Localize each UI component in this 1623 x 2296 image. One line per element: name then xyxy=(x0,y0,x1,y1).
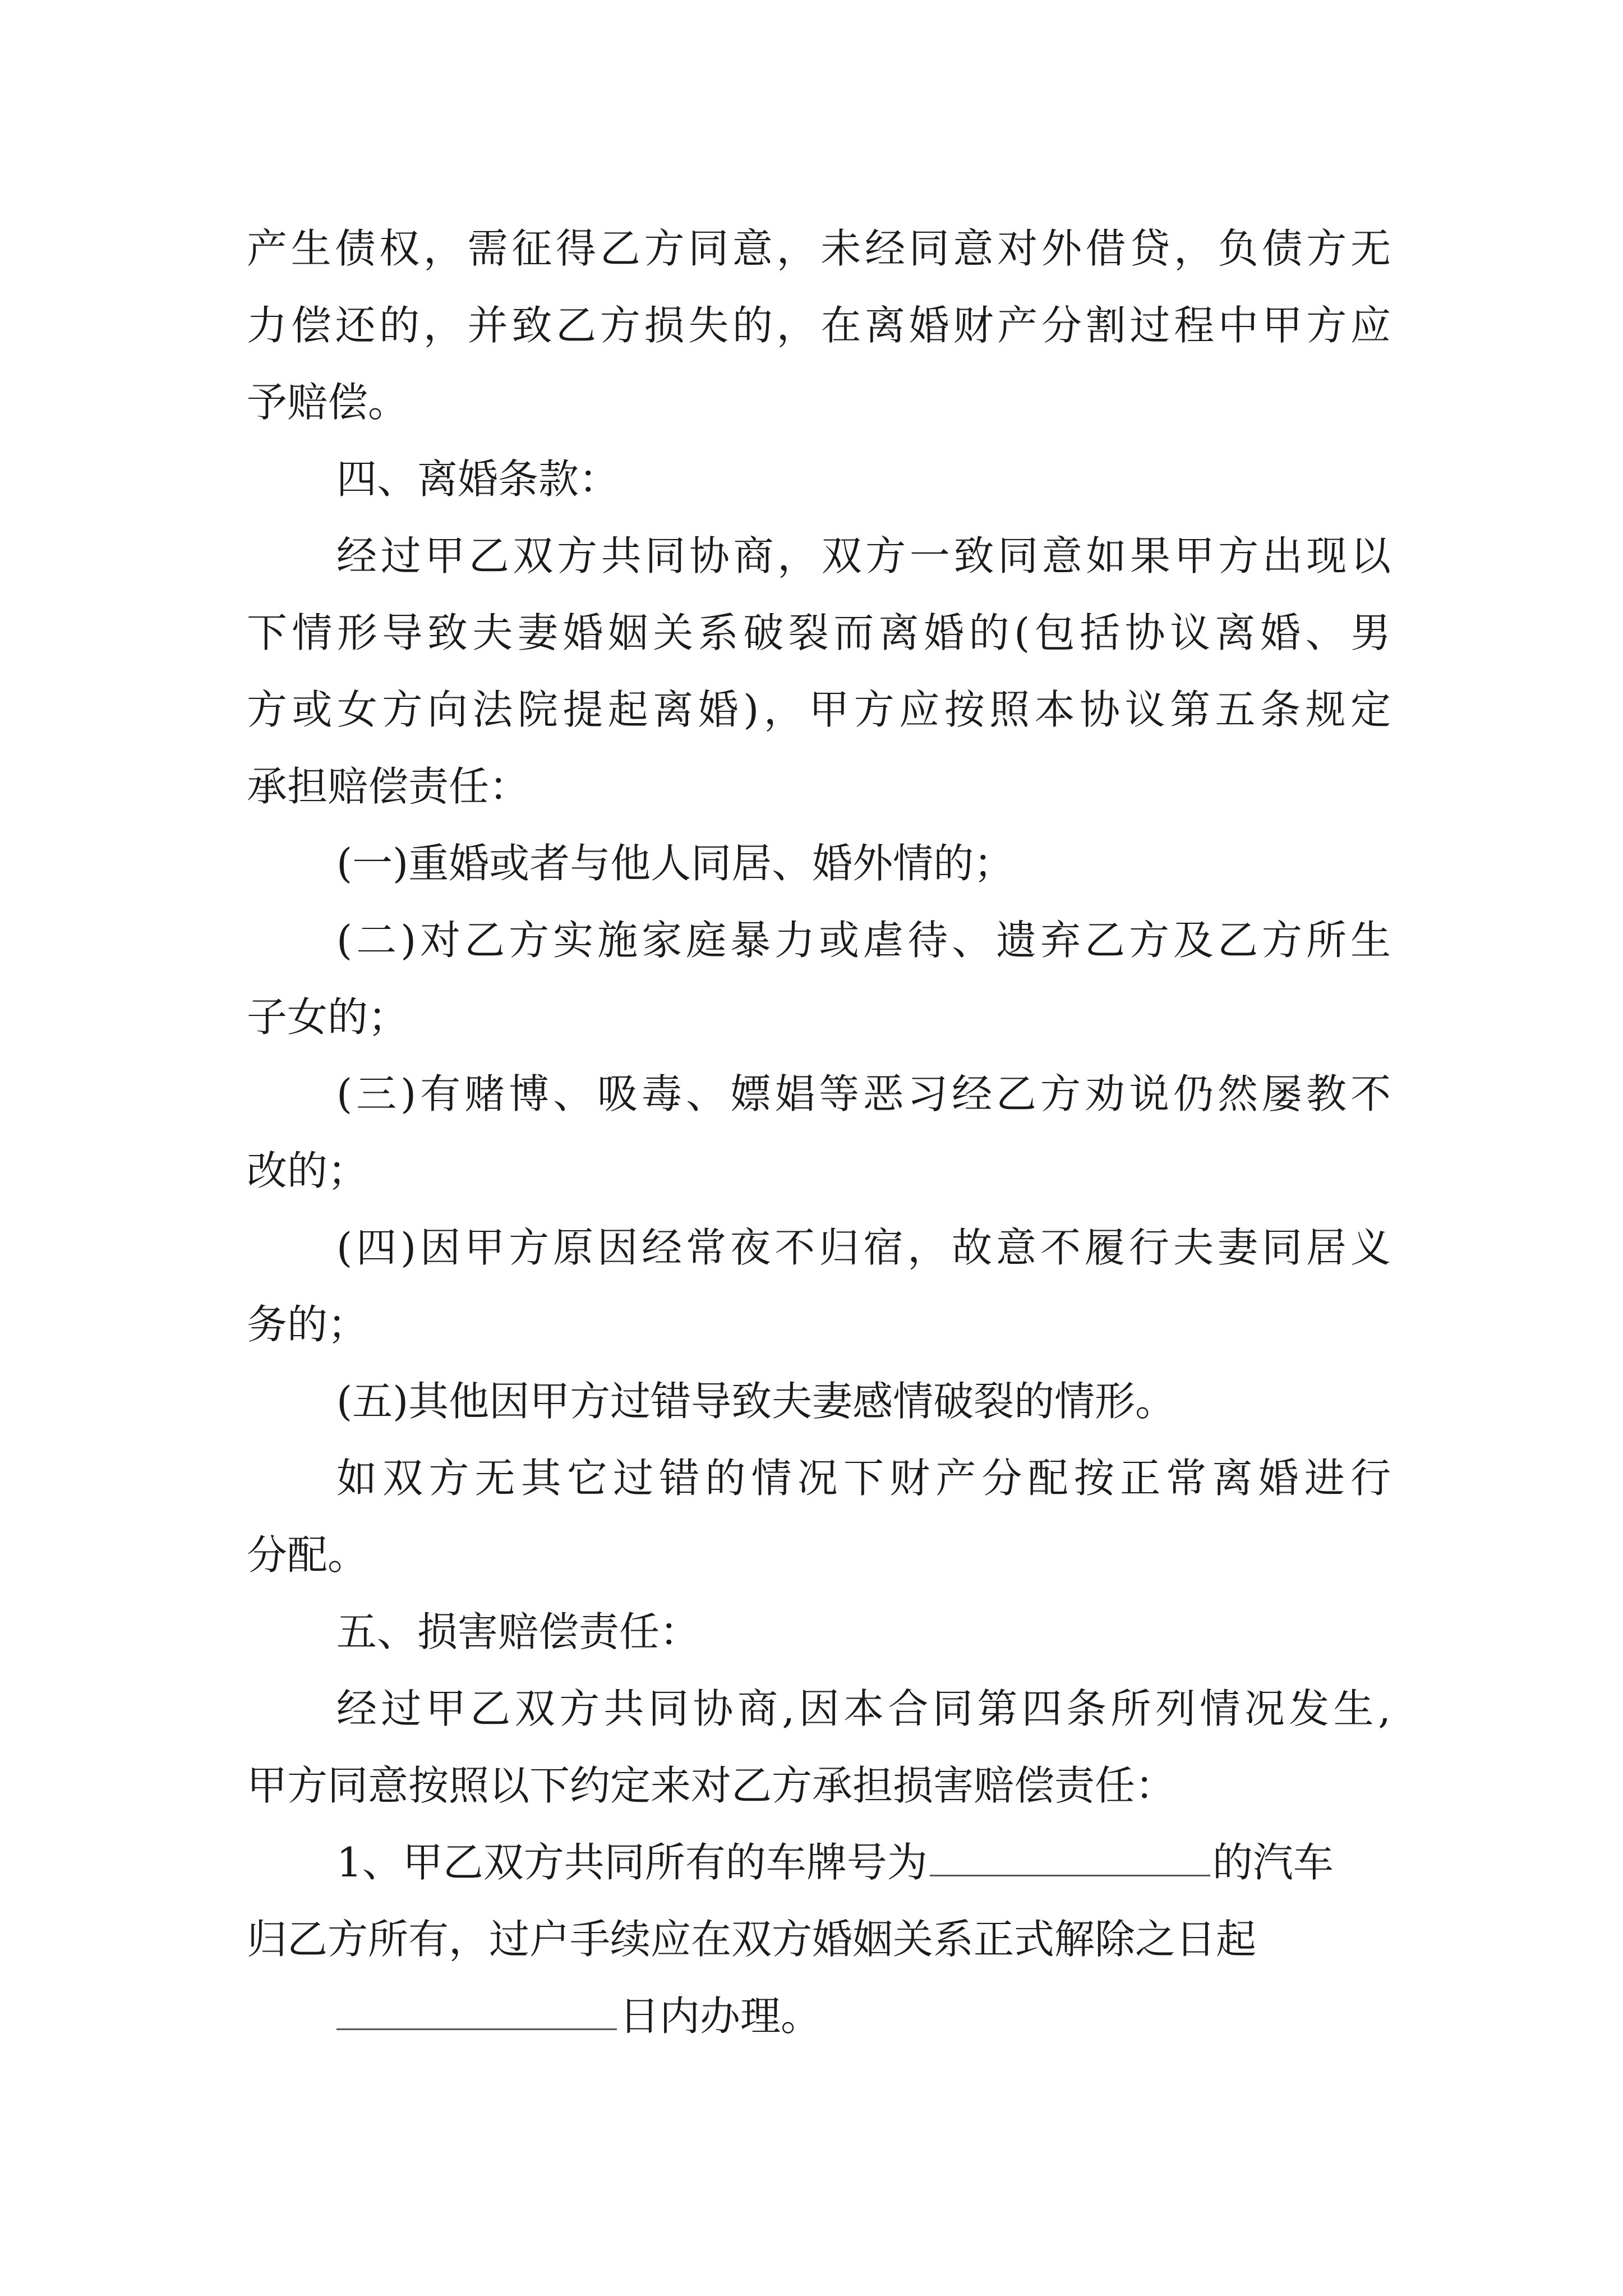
paragraph-line: 归乙方所有，过户手续应在双方婚姻关系正式解除之日起 xyxy=(247,1916,1257,1963)
section-heading-divorce-terms: 四、离婚条款： xyxy=(336,455,620,503)
section-heading-damages: 五、损害赔偿责任： xyxy=(336,1608,700,1655)
paragraph-line: 分配。 xyxy=(247,1531,368,1579)
list-item: (一)重婚或者与他人同居、婚外情的； xyxy=(336,840,1015,887)
list-item: (四)因甲方原因经常夜不归宿，故意不履行夫妻同居义 xyxy=(336,1224,1391,1271)
paragraph-line-with-blank xyxy=(247,1978,1391,2055)
paragraph-line: 承担赔偿责任： xyxy=(247,763,530,810)
paragraph-line: 力偿还的，并致乙方损失的，在离婚财产分割过程中甲方应 xyxy=(247,302,1391,349)
paragraph-line: 方或女方向法院提起离婚)，甲方应按照本协议第五条规定 xyxy=(247,686,1391,733)
list-item-continuation: 务的； xyxy=(247,1301,368,1348)
list-item-continuation: 改的； xyxy=(247,1147,368,1194)
clause-text: 1、甲乙双方共同所有的车牌号为 xyxy=(336,1839,928,1886)
list-item-continuation: 子女的； xyxy=(247,993,409,1041)
plate-number-blank[interactable] xyxy=(930,1828,1210,1876)
list-item: (五)其他因甲方过错导致夫妻感情破裂的情形。 xyxy=(336,1378,1176,1425)
paragraph-line: 下情形导致夫妻婚姻关系破裂而离婚的(包括协议离婚、男 xyxy=(247,609,1391,656)
clause-text: 的汽车 xyxy=(1212,1839,1334,1886)
list-item: (二)对乙方实施家庭暴力或虐待、遗弃乙方及乙方所生 xyxy=(336,917,1391,964)
days-blank[interactable] xyxy=(336,1981,617,2030)
paragraph-line: 甲方同意按照以下约定来对乙方承担损害赔偿责任： xyxy=(247,1762,1176,1809)
document-body xyxy=(247,210,1391,2055)
clause-text: 日内办理。 xyxy=(619,1993,822,2040)
paragraph-line: 如双方无其它过错的情况下财产分配按正常离婚进行 xyxy=(336,1455,1391,1502)
paragraph-line: 予赔偿。 xyxy=(247,379,409,426)
paragraph-line: 产生债权，需征得乙方同意，未经同意对外借贷，负债方无 xyxy=(247,225,1391,272)
paragraph-line-with-blank xyxy=(247,1824,1391,1901)
paragraph-line: 经过甲乙双方共同协商，双方一致同意如果甲方出现以 xyxy=(336,532,1391,579)
list-item: (三)有赌博、吸毒、嫖娼等恶习经乙方劝说仍然屡教不 xyxy=(336,1070,1391,1117)
paragraph-line: 经过甲乙双方共同协商,因本合同第四条所列情况发生, xyxy=(336,1685,1391,1732)
